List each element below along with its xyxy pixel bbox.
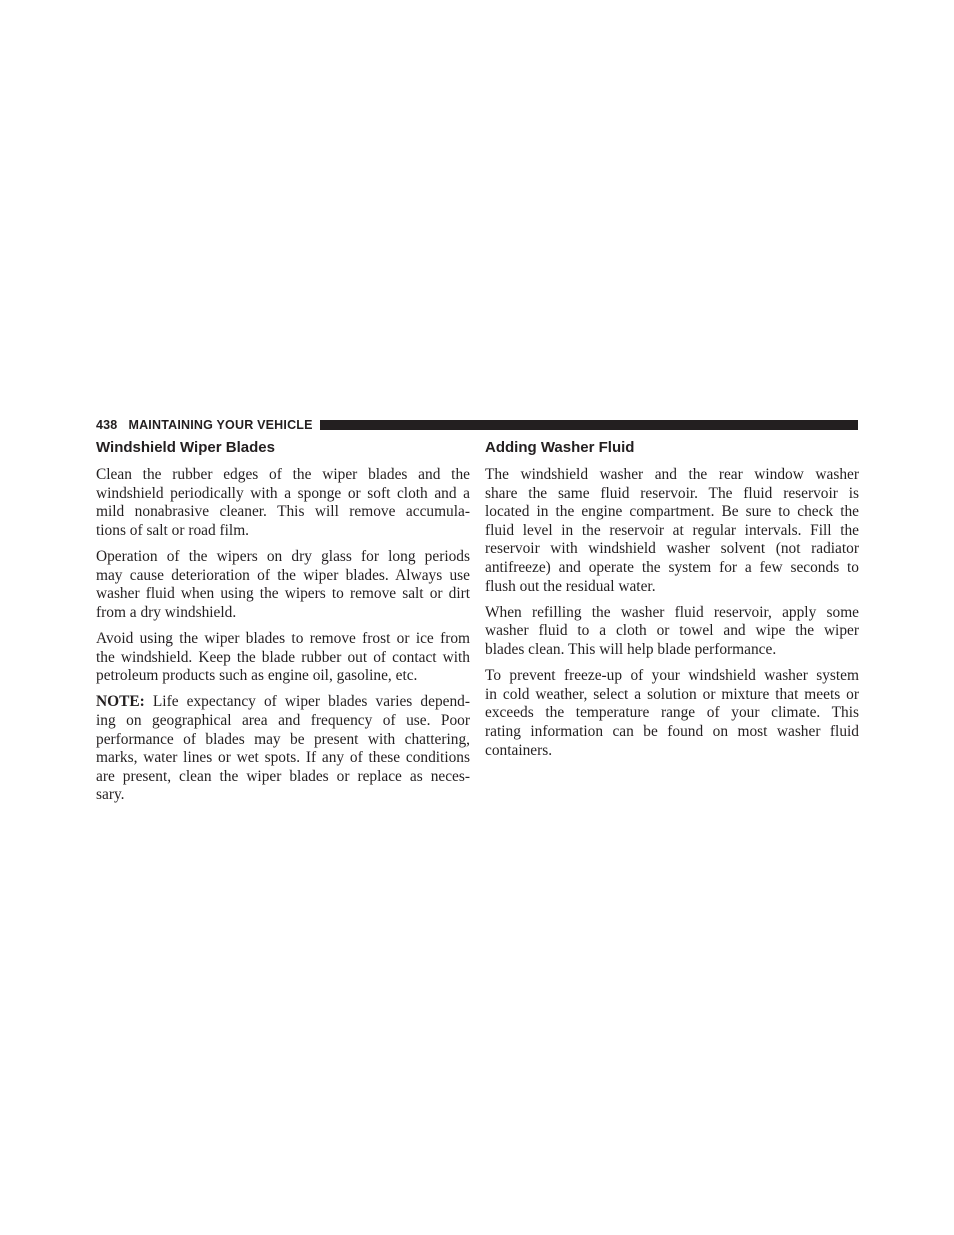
text-line: reservoir with windshield washer solvent (not radiator <box>485 540 859 558</box>
text-line: the windshield. Keep the blade rubber out of contact with <box>96 648 470 666</box>
text-line: Operation of the wipers on dry glass for long periods <box>96 547 470 565</box>
text-line: When refilling the washer fluid reservoir, apply some <box>485 603 859 621</box>
paragraph <box>485 604 859 660</box>
text-line: exceeds the temperature range of your climate. This <box>485 704 859 722</box>
text-line: may cause deterioration of the wiper blades. Always use <box>96 566 470 584</box>
text-line: are present, clean the wiper blades or replace as neces- <box>96 767 470 785</box>
text-line: flush out the residual water. <box>485 577 656 595</box>
text-line: marks, water lines or wet spots. If any of these conditions <box>96 749 470 767</box>
note-text: Life expectancy of wiper blades varies depend- <box>152 693 470 711</box>
page-number: 438 <box>96 418 118 432</box>
text-line: washer fluid to a cloth or towel and wipe the wiper <box>485 622 859 640</box>
text-line: washer fluid when using the wipers to remove salt or dirt <box>96 585 470 603</box>
wiper-blades-heading: Windshield Wiper Blades <box>96 439 275 456</box>
text-line: rating information can be found on most washer fluid <box>485 722 859 740</box>
washer-fluid-heading: Adding Washer Fluid <box>485 439 635 456</box>
text-line: windshield periodically with a sponge or soft cloth and a <box>96 484 470 502</box>
text-line: ing on geographical area and frequency of use. Poor <box>96 711 470 729</box>
section-title: MAINTAINING YOUR VEHICLE <box>128 418 313 432</box>
text-line: in cold weather, select a solution or mixture that meets or <box>485 685 859 703</box>
text-line: antifreeze) and operate the system for a few seconds to <box>485 558 859 576</box>
left-column <box>96 437 470 812</box>
right-column <box>485 437 859 768</box>
text-line: from a dry windshield. <box>96 603 237 621</box>
text-line <box>96 693 470 712</box>
page-header <box>96 418 858 432</box>
paragraph <box>96 548 470 622</box>
header-rule <box>320 420 858 430</box>
text-line: mild nonabrasive cleaner. This will remove accumula- <box>96 503 470 521</box>
text-line: fluid level in the reservoir at regular intervals. Fill the <box>485 521 859 539</box>
note-label: NOTE: <box>96 693 145 711</box>
paragraph <box>96 630 470 686</box>
note-paragraph <box>96 693 470 805</box>
paragraph <box>485 466 859 596</box>
text-line: tions of salt or road film. <box>96 521 250 539</box>
text-line: Avoid using the wiper blades to remove frost or ice from <box>96 629 470 647</box>
paragraph <box>96 466 470 540</box>
text-line: share the same fluid reservoir. The fluid reservoir is <box>485 484 859 502</box>
text-line: To prevent freeze-up of your windshield washer system <box>485 667 859 685</box>
text-line: sary. <box>96 786 125 804</box>
text-line: containers. <box>485 741 553 759</box>
text-line: The windshield washer and the rear window washer <box>485 466 859 483</box>
text-line: blades clean. This will help blade performance. <box>485 640 777 658</box>
text-line: Clean the rubber edges of the wiper blades and the <box>96 466 470 483</box>
text-line: located in the engine compartment. Be sure to check the <box>485 503 859 521</box>
paragraph <box>485 667 859 760</box>
text-line: petroleum products such as engine oil, gasoline, etc. <box>96 667 418 685</box>
text-line: performance of blades may be present with chattering, <box>96 730 470 748</box>
